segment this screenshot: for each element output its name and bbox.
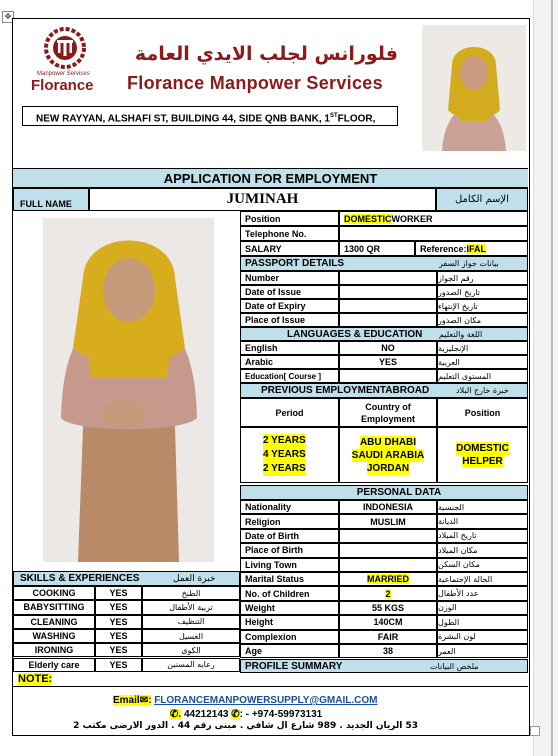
language-row-label-arabic: العربية bbox=[437, 355, 528, 369]
personal-row-value bbox=[339, 630, 437, 644]
salary-label: SALARY bbox=[240, 241, 339, 256]
position-value-rest: WORKER bbox=[391, 213, 433, 224]
personal-row-value-text: 140CM bbox=[373, 617, 403, 628]
skill-row-label-arabic: الكوى bbox=[142, 643, 240, 657]
skills-section-title-arabic: خبرة العمل bbox=[173, 571, 240, 586]
personal-row-value bbox=[339, 529, 437, 543]
skill-row-label-arabic: الغسيل bbox=[142, 629, 240, 643]
employment-section-title: PREVIOUS EMPLOYMENTABROAD bbox=[240, 383, 456, 398]
personal-row-value-text: FAIR bbox=[377, 631, 399, 642]
profile-summary-label-arabic: ملخص البيانات bbox=[430, 659, 528, 673]
email-line bbox=[113, 695, 377, 706]
passport-row-label: Date of Issue bbox=[240, 285, 339, 299]
personal-row-label-arabic: الديانة bbox=[437, 514, 528, 528]
personal-row-value bbox=[339, 514, 437, 528]
skill-row-label: WASHING bbox=[13, 629, 95, 643]
email-link[interactable]: FLORANCEMANPOWERSUPPLY@GMAIL.COM bbox=[154, 695, 378, 706]
personal-row-label-arabic: العمر bbox=[437, 644, 528, 658]
company-address bbox=[22, 106, 398, 126]
logo-subtitle: Manpower Services bbox=[37, 71, 90, 77]
language-row-label: Education[ Course ] bbox=[240, 369, 339, 383]
language-row-value: YES bbox=[339, 355, 437, 369]
employment-country-1: ABU DHABI bbox=[359, 436, 417, 448]
employment-position-2: HELPER bbox=[462, 456, 503, 467]
employment-countries bbox=[339, 427, 437, 483]
personal-row-label: No. of Children bbox=[240, 586, 339, 600]
skill-row-value: YES bbox=[95, 658, 142, 672]
employment-section-title-arabic: خبرة خارج البلاد bbox=[456, 383, 528, 398]
telephone-label: Telephone No. bbox=[240, 226, 339, 241]
salary-value: 1300 QR bbox=[339, 241, 415, 256]
personal-row-value-text: 2 bbox=[385, 588, 391, 599]
phone-icon: ✆. bbox=[170, 709, 182, 720]
personal-data-title: PERSONAL DATA bbox=[240, 485, 528, 500]
passport-section-title-arabic: بيانات جواز السفر bbox=[439, 256, 528, 271]
skill-row-value: YES bbox=[95, 600, 142, 614]
personal-row-value bbox=[339, 543, 437, 557]
table-move-handle[interactable]: ✥ bbox=[2, 11, 14, 23]
personal-row-label-arabic: عدد الأطفال bbox=[437, 586, 528, 600]
personal-row-label-arabic: تاريخ الميلاد bbox=[437, 529, 528, 543]
personal-row-value bbox=[339, 586, 437, 600]
employment-country-2: SAUDI ARABIA bbox=[351, 449, 425, 461]
personal-row-value bbox=[339, 558, 437, 572]
passport-section-title: PASSPORT DETAILS bbox=[240, 256, 439, 271]
passport-row-value bbox=[339, 285, 437, 299]
address-tail: FLOOR, bbox=[337, 113, 376, 125]
employment-col-period: Period bbox=[240, 398, 339, 427]
employment-country-3: JORDAN bbox=[366, 462, 410, 474]
personal-row-label: Religion bbox=[240, 514, 339, 528]
skill-row-label-arabic: الطبخ bbox=[142, 586, 240, 600]
personal-row-label-arabic: مكان السكن bbox=[437, 558, 528, 572]
logo-wordmark: Florance bbox=[31, 77, 94, 94]
personal-row-label-arabic: الحالة الإجتماعية bbox=[437, 572, 528, 586]
passport-row-value bbox=[339, 271, 437, 285]
email-label: Email bbox=[113, 695, 140, 706]
language-row-label-arabic: الإنجليزية bbox=[437, 341, 528, 355]
personal-row-label: Weight bbox=[240, 601, 339, 615]
language-row-label: English bbox=[240, 341, 339, 355]
passport-row-label-arabic: مكان الصدور bbox=[437, 313, 528, 327]
envelope-icon: ✉: bbox=[139, 695, 152, 706]
personal-row-label: Living Town bbox=[240, 558, 339, 572]
florance-logo-icon bbox=[37, 26, 93, 74]
personal-row-label-arabic: الطول bbox=[437, 615, 528, 629]
resize-handle[interactable] bbox=[530, 726, 540, 736]
personal-row-label: Marital Status bbox=[240, 572, 339, 586]
skill-row-label-arabic: تربية الأطفال bbox=[142, 600, 240, 614]
personal-row-label-arabic: لون البشرة bbox=[437, 630, 528, 644]
language-row-value bbox=[339, 369, 437, 383]
language-row-value: NO bbox=[339, 341, 437, 355]
passport-row-value bbox=[339, 313, 437, 327]
reference-label: Reference: bbox=[420, 243, 467, 254]
scrollbar-thumb[interactable] bbox=[551, 0, 553, 756]
form-title: APPLICATION FOR EMPLOYMENT bbox=[13, 168, 528, 188]
phone-number-2: : - +974-59973131 bbox=[239, 709, 323, 720]
skill-row-label: COOKING bbox=[13, 586, 95, 600]
passport-row-label-arabic: تاريخ الصدور bbox=[437, 285, 528, 299]
personal-row-label: Age bbox=[240, 644, 339, 658]
personal-row-value-text: 55 KGS bbox=[371, 602, 404, 613]
passport-row-label-arabic: تاريخ الإنتهاء bbox=[437, 299, 528, 313]
profile-summary-label: PROFILE SUMMARY bbox=[240, 659, 430, 673]
phone-number-1: 44212143 bbox=[183, 709, 229, 720]
personal-row-label-arabic: مكان الميلاد bbox=[437, 543, 528, 557]
skill-row-label-arabic: التنظيف bbox=[142, 615, 240, 629]
language-row-label: Arabic bbox=[240, 355, 339, 369]
address-arabic: 53 الريان الجديد . 989 شارع ال شافي . مبنى رقم 44 . الدور الارضى مكتب 2 bbox=[73, 721, 418, 731]
skill-row-value: YES bbox=[95, 615, 142, 629]
skill-row-label: IRONING bbox=[13, 643, 95, 657]
skill-row-label: BABYSITTING bbox=[13, 600, 95, 614]
skill-row-label: CLEANING bbox=[13, 615, 95, 629]
position-label: Position bbox=[240, 211, 339, 226]
mobile-icon: ✆ bbox=[231, 709, 240, 720]
skill-row-value: YES bbox=[95, 629, 142, 643]
address-superscript: ST bbox=[329, 113, 338, 119]
personal-row-label: Place of Birth bbox=[240, 543, 339, 557]
company-name-english: Florance Manpower Services bbox=[127, 73, 383, 93]
contact-footer bbox=[13, 686, 528, 735]
employment-positions bbox=[437, 427, 528, 483]
position-value bbox=[339, 211, 528, 226]
passport-row-value bbox=[339, 299, 437, 313]
personal-row-label-arabic: الجنسية bbox=[437, 500, 528, 514]
personal-row-label-arabic: الوزن bbox=[437, 601, 528, 615]
employment-period-1: 2 YEARS bbox=[263, 435, 306, 446]
languages-section-title: LANGUAGES & EDUCATION bbox=[240, 327, 439, 341]
skill-row-label-arabic: رعايه المسنين bbox=[142, 658, 240, 672]
personal-row-value bbox=[339, 601, 437, 615]
personal-row-value-text: 38 bbox=[382, 646, 393, 657]
passport-row-label-arabic: رقم الجواز bbox=[437, 271, 528, 285]
position-value-highlight: DOMESTIC bbox=[344, 213, 392, 224]
phone-line bbox=[170, 709, 322, 720]
personal-row-value bbox=[339, 615, 437, 629]
personal-row-value bbox=[339, 572, 437, 586]
personal-row-label: Height bbox=[240, 615, 339, 629]
employment-col-country: Country of Employment bbox=[339, 398, 437, 427]
application-form bbox=[12, 18, 530, 736]
personal-row-value bbox=[339, 500, 437, 514]
personal-row-value bbox=[339, 644, 437, 658]
employment-periods bbox=[240, 427, 339, 483]
scrollbar-track[interactable] bbox=[533, 0, 558, 756]
header-portrait-photo bbox=[422, 25, 526, 151]
languages-section-title-arabic: اللغة والتعليم bbox=[439, 327, 528, 341]
skill-row-label: Elderly care bbox=[13, 658, 95, 672]
personal-row-value-text: MARRIED bbox=[367, 574, 409, 585]
employment-col-position: Position bbox=[437, 398, 528, 427]
personal-row-value-text: INDONESIA bbox=[362, 502, 413, 513]
employment-period-2: 4 YEARS bbox=[263, 449, 306, 460]
full-name-label: FULL NAME bbox=[13, 188, 89, 211]
address-text: NEW RAYYAN, ALSHAFI ST, BUILDING 44, SIDE QNB BANK, 1 bbox=[36, 113, 330, 125]
skills-section-title: SKILLS & EXPERIENCES bbox=[13, 571, 173, 586]
employment-position-1: DOMESTIC bbox=[456, 443, 509, 454]
personal-row-label: Date of Birth bbox=[240, 529, 339, 543]
personal-row-label: Complexion bbox=[240, 630, 339, 644]
applicant-photo bbox=[43, 218, 214, 562]
passport-row-label: Date of Expiry bbox=[240, 299, 339, 313]
telephone-value bbox=[339, 226, 528, 241]
full-name-value: JUMINAH bbox=[89, 188, 436, 211]
reference-value: IFAL bbox=[466, 243, 487, 254]
employment-period-3: 2 YEARS bbox=[263, 463, 306, 474]
language-row-label-arabic: المستوى التعليم bbox=[437, 369, 528, 383]
skill-row-value: YES bbox=[95, 586, 142, 600]
company-name-arabic: فلورانس لجلب الايدي العامة bbox=[134, 43, 398, 65]
passport-row-label: Place of Issue bbox=[240, 313, 339, 327]
passport-row-label: Number bbox=[240, 271, 339, 285]
skill-row-value: YES bbox=[95, 643, 142, 657]
reference-field bbox=[415, 241, 528, 256]
full-name-label-arabic: الإسم الكامل bbox=[436, 188, 528, 211]
personal-row-value-text: MUSLIM bbox=[370, 516, 406, 527]
note-label: NOTE: bbox=[18, 673, 53, 685]
personal-row-label: Nationality bbox=[240, 500, 339, 514]
